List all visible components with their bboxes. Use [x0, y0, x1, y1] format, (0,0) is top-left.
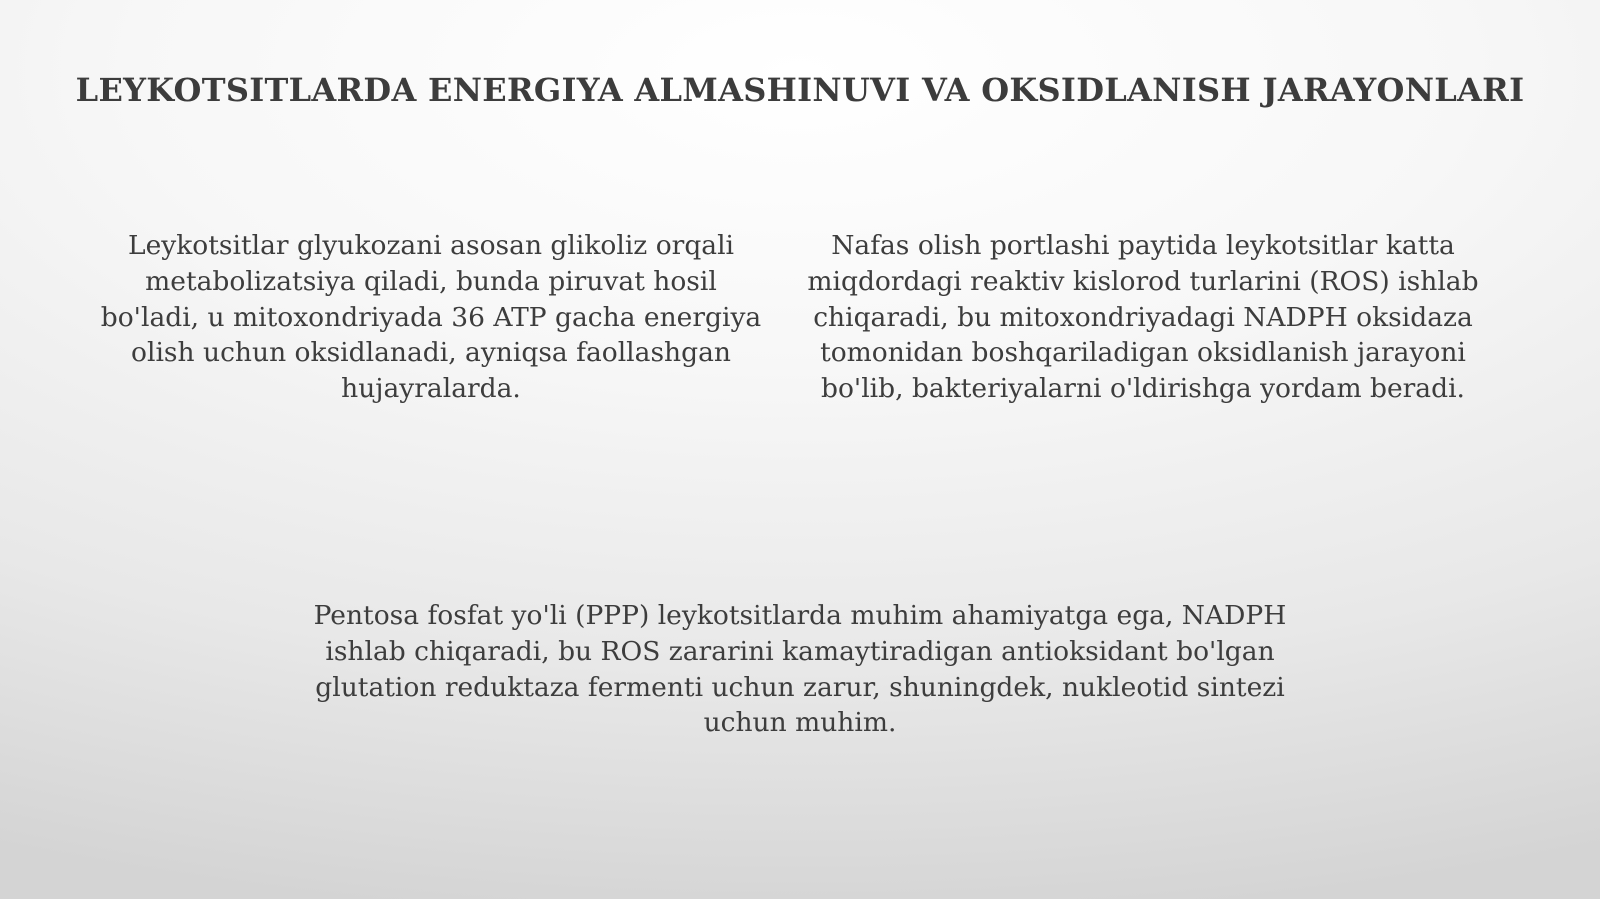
paragraph-respiratory-burst: Nafas olish portlashi paytida leykotsitlar katta miqdordagi reaktiv kislorod turlarini (ROS) ishlab chiqaradi, bu mitoxondriyadagi NADPH oksidaza tomonidan boshqariladigan oksidlanish jarayoni bo'lib, bakteriyalarni o'ldirishga yordam beradi.	[807, 230, 1479, 405]
slide-title: LEYKOTSITLARDA ENERGIYA ALMASHINUVI VA OKSIDLANISH JARAYONLARI	[75, 71, 1525, 109]
paragraph-pentose-phosphate: Pentosa fosfat yo'li (PPP) leykotsitlarda muhim ahamiyatga ega, NADPH ishlab chiqaradi, bu ROS zararini kamaytiradigan antioksidant bo'lgan glutation reduktaza fermenti uchun zarur, shuningdek, nukleotid sintezi uchun muhim.	[313, 600, 1287, 739]
paragraph-glycolysis: Leykotsitlar glyukozani asosan glikoliz orqali metabolizatsiya qiladi, bunda piruvat hosil bo'ladi, u mitoxondriyada 36 ATP gacha energiya olish uchun oksidlanadi, ayniqsa faollashgan hujayralarda.	[100, 230, 762, 405]
